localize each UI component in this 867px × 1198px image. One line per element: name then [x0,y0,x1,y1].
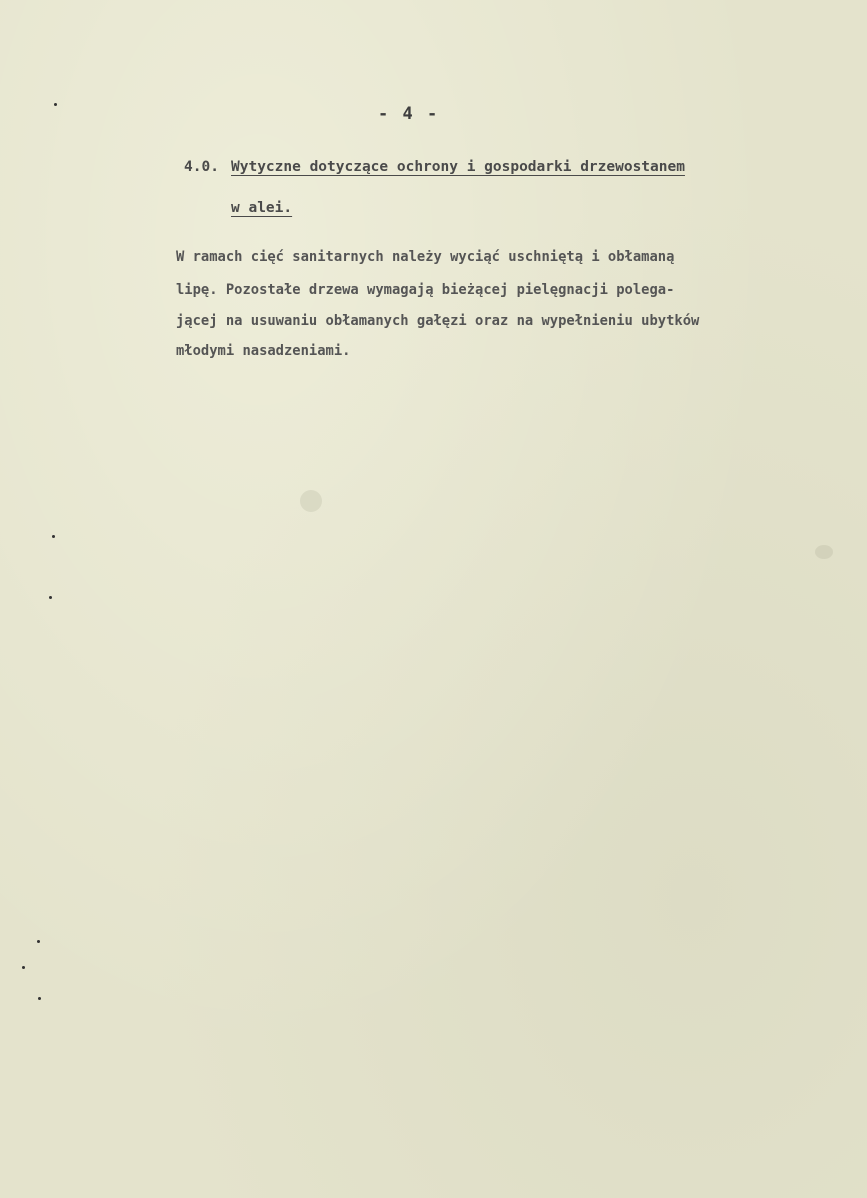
margin-mark [22,966,25,969]
paper-stain [300,490,322,512]
section-title-line-2: w alei. [231,200,293,216]
section-title-line-1: Wytyczne dotyczące ochrony i gospodarki drzewostanem [231,159,685,175]
margin-mark [37,940,40,943]
margin-mark [49,596,52,599]
body-text-line: jącej na usuwaniu obłamanych gałęzi oraz na wypełnieniu ubytków [176,313,700,329]
margin-mark [54,103,57,106]
page-number: - 4 - [378,104,440,124]
paper-stain [815,545,833,559]
body-text-line: młodymi nasadzeniami. [176,343,351,359]
body-text-line: W ramach cięć sanitarnych należy wyciąć uschniętą i obłamaną [176,249,675,265]
margin-mark [52,535,55,538]
body-text-line: lipę. Pozostałe drzewa wymagają bieżącej pielęgnacji polega- [176,282,675,298]
section-number: 4.0. [184,159,219,175]
margin-mark [38,997,41,1000]
